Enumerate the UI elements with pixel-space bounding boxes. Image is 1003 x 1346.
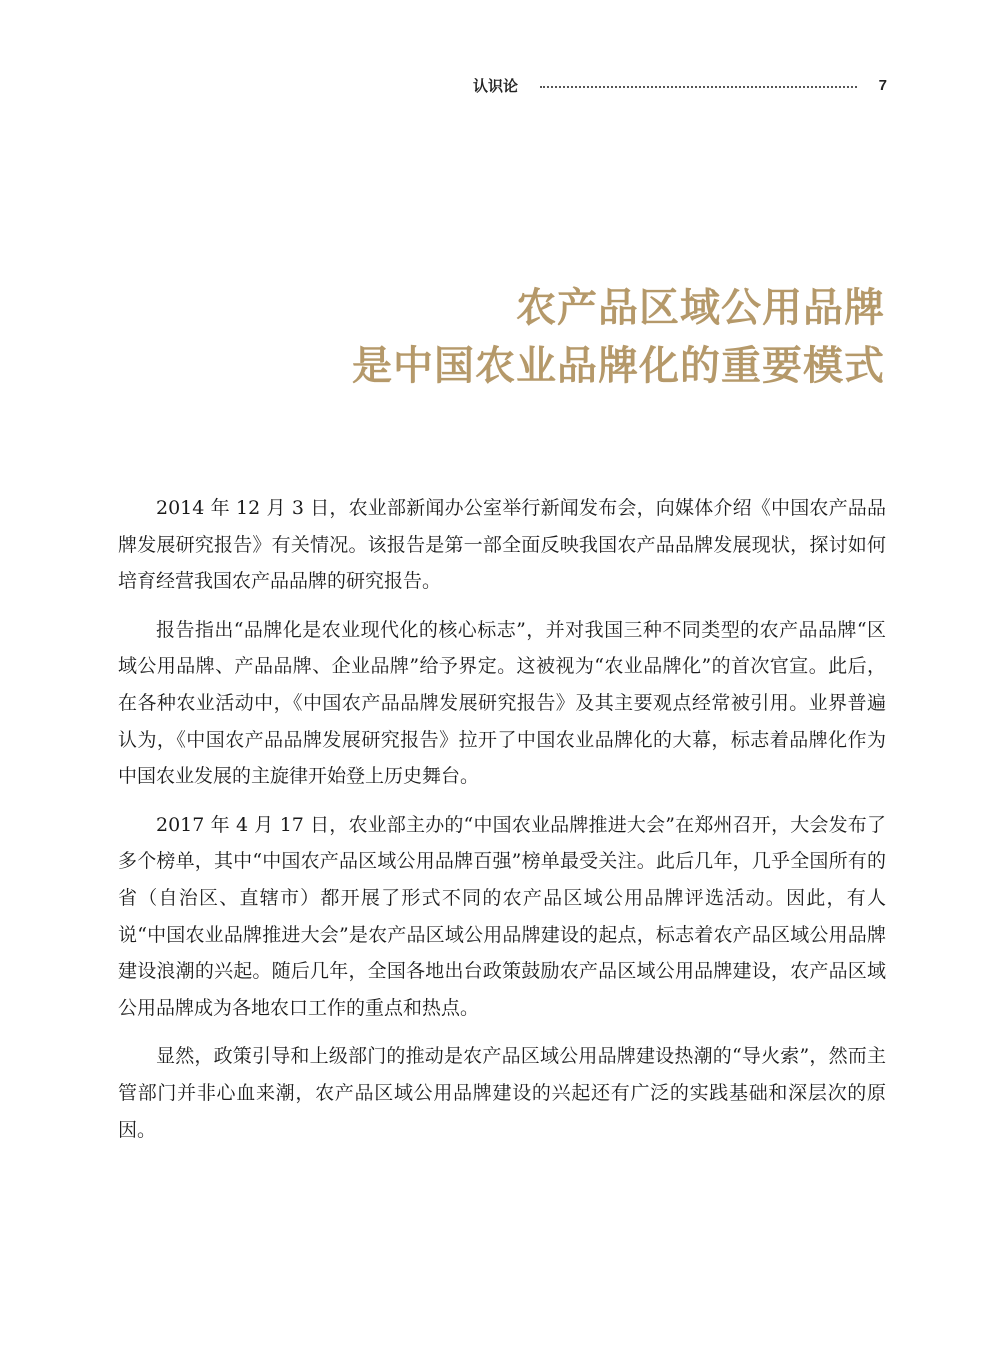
paragraph: 2014 年 12 月 3 日，农业部新闻办公室举行新闻发布会，向媒体介绍《中国农产品品牌发展研究报告》有关情况。该报告是第一部全面反映我国农产品品牌发展现状，探讨如何培育经营我国农产品品牌的研究报告。 bbox=[118, 497, 886, 593]
page-number: 7 bbox=[878, 76, 887, 94]
paragraph: 2017 年 4 月 17 日，农业部主办的“中国农业品牌推进大会”在郑州召开，大会发布了多个榜单，其中“中国农产品区域公用品牌百强”榜单最受关注。此后几年，几乎全国所有的省（自治区、直辖市）都开展了形式不同的农产品区域公用品牌评选活动。因此，有人说“中国农业品牌推进大会”是农产品区域公用品牌建设的起点，标志着农产品区域公用品牌建设浪潮的兴起。随后几年，全国各地出台政策鼓励农产品区域公用品牌建设，农产品区域公用品牌成为各地农口工作的重点和热点。 bbox=[118, 813, 886, 1019]
running-header bbox=[473, 72, 887, 98]
body-text bbox=[118, 490, 886, 1160]
header-section-title: 认识论 bbox=[473, 76, 519, 95]
chapter-title-line-2: 是中国农业品牌化的重要模式 bbox=[352, 342, 885, 389]
paragraph: 报告指出“品牌化是农业现代化的核心标志”，并对我国三种不同类型的农产品品牌“区域公用品牌、产品品牌、企业品牌”给予界定。这被视为“农业品牌化”的首次官宣。此后，在各种农业活动中，《中国农产品品牌发展研究报告》及其主要观点经常被引用。业界普遍认为，《中国农产品品牌发展研究报告》拉开了中国农业品牌化的大幕，标志着品牌化作为中国农业发展的主旋律开始登上历史舞台。 bbox=[118, 618, 886, 788]
chapter-title-line-1: 农产品区域公用品牌 bbox=[516, 284, 885, 331]
paragraph: 显然，政策引导和上级部门的推动是农产品区域公用品牌建设热潮的“导火索”，然而主管部门并非心血来潮，农产品区域公用品牌建设的兴起还有广泛的实践基础和深层次的原因。 bbox=[118, 1045, 886, 1141]
header-dot-leader bbox=[540, 86, 857, 88]
chapter-title bbox=[185, 279, 885, 395]
